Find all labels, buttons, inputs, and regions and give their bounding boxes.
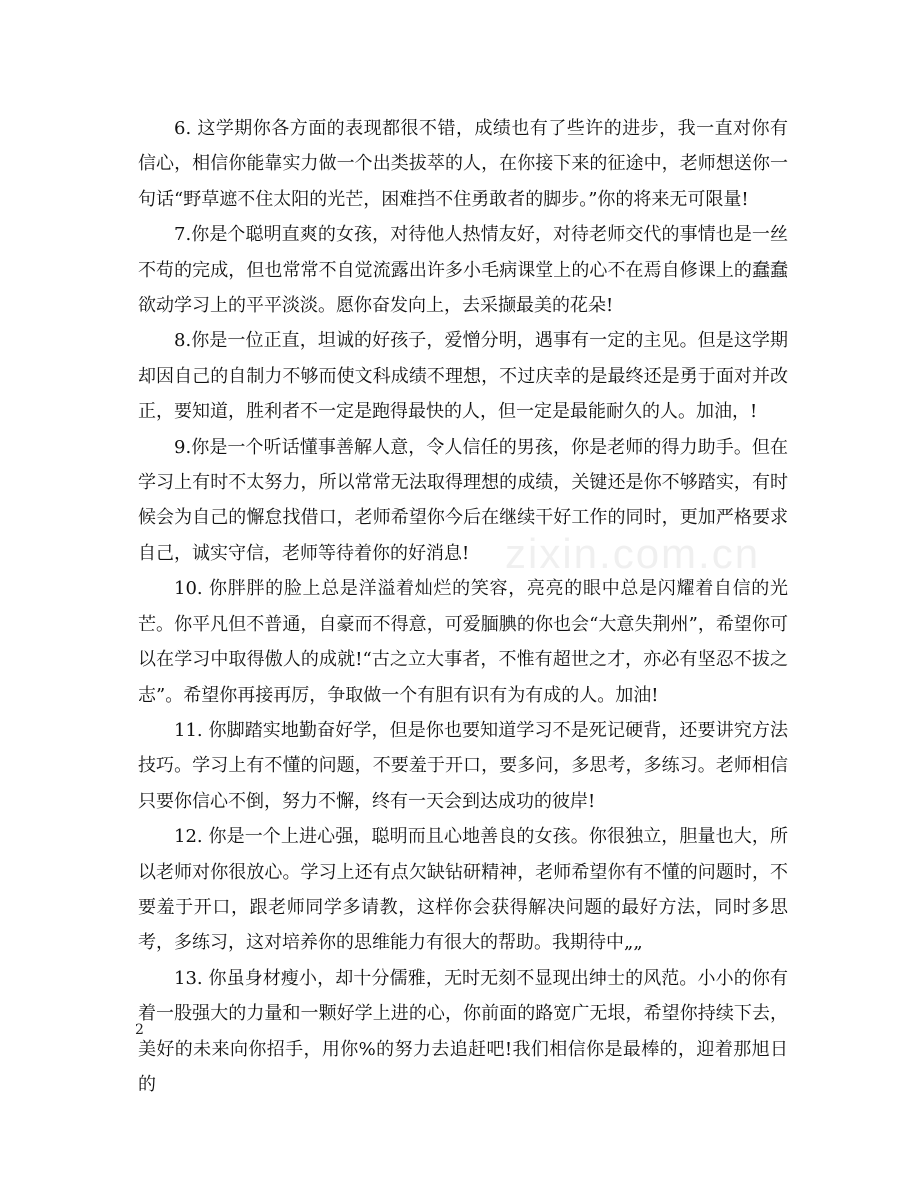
paragraph-7: 7.你是个聪明直爽的女孩，对待他人热情友好，对待老师交代的事情也是一丝不苟的完成，但也常常不自觉流露出许多小毛病课堂上的心不在焉自修课上的蠢蠢欲动学习上的平平淡淡。愿你奋发向上，去采撷最美的花朵! — [138, 224, 788, 317]
watermark: zixin.com.cn — [505, 530, 761, 577]
page-number: 2 — [135, 1022, 144, 1038]
paragraph-12: 12. 你是一个上进心强，聪明而且心地善良的女孩。你很独立，胆量也大，所以老师对你很放心。学习上还有点欠缺钻研精神，老师希望你有不懂的问题时，不要羞于开口，跟老师同学多请教，这样你会获得解决问题的最好方法，同时多思考，多练习，这对培养你的思维能力有很大的帮助。我期待中„„ — [138, 826, 788, 954]
document-body — [138, 111, 788, 1102]
paragraph-10: 10. 你胖胖的脸上总是洋溢着灿烂的笑容，亮亮的眼中总是闪耀着自信的光芒。你平凡但不普通，自豪而不得意，可爱腼腆的你也会“大意失荆州”，希望你可以在学习中取得傲人的成就!“古之立大事者，不惟有超世之才，亦必有坚忍不拔之志”。希望你再接再厉，争取做一个有胆有识有为有成的人。加油! — [138, 578, 788, 706]
paragraph-11: 11. 你脚踏实地勤奋好学，但是你也要知道学习不是死记硬背，还要讲究方法技巧。学习上有不懂的问题，不要羞于开口，要多问，多思考，多练习。老师相信只要你信心不倒，努力不懈，终有一天会到达成功的彼岸! — [138, 719, 788, 812]
paragraph-9: 9.你是一个听话懂事善解人意，令人信任的男孩，你是老师的得力助手。但在学习上有时不太努力，所以常常无法取得理想的成绩，关键还是你不够踏实，有时候会为自己的懈怠找借口，老师希望你今后在继续干好工作的同时，更加严格要求自己，诚实守信，老师等待着你的好消息! — [138, 436, 788, 564]
paragraph-8: 8.你是一位正直，坦诚的好孩子，爱憎分明，遇事有一定的主见。但是这学期却因自己的自制力不够而使文科成绩不理想，不过庆幸的是最终还是勇于面对并改正，要知道，胜利者不一定是跑得最快的人，但一定是最能耐久的人。加油，! — [138, 330, 788, 423]
paragraph-13: 13. 你虽身材瘦小，却十分儒雅，无时无刻不显现出绅士的风范。小小的你有着一股强大的力量和一颗好学上进的心，你前面的路宽广无垠，希望你持续下去，美好的未来向你招手，用你%的努力去追赶吧!我们相信你是最棒的，迎着那旭日的 — [138, 967, 788, 1095]
paragraph-6: 6. 这学期你各方面的表现都很不错，成绩也有了些许的进步，我一直对你有信心，相信你能靠实力做一个出类拔萃的人，在你接下来的征途中，老师想送你一句话“野草遮不住太阳的光芒，困难挡不住勇敢者的脚步。”你的将来无可限量! — [138, 118, 788, 210]
